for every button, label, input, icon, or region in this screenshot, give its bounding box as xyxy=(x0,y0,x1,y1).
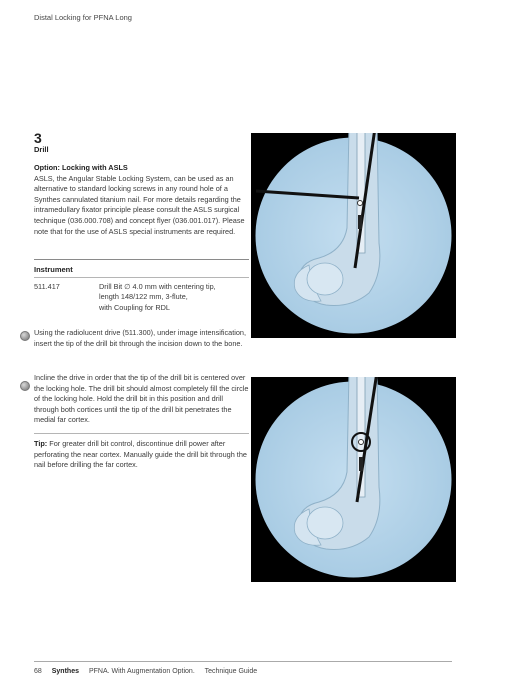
instrument-top-rule xyxy=(34,259,249,260)
instrument-description xyxy=(99,282,249,313)
footer-product: PFNA. With Augmentation Option. xyxy=(88,668,195,675)
page-footer xyxy=(34,668,265,675)
drive-icon xyxy=(20,331,30,341)
step-number: 3 xyxy=(34,130,42,146)
tip-text: For greater drill bit control, discontinue drill power after perforating the near cortex. Manually guide the drill bit through the nail before drilling the far cortex. xyxy=(34,439,247,470)
tip-paragraph xyxy=(34,439,249,471)
option-section xyxy=(34,163,246,237)
instrument-desc-line: with Coupling for RDL xyxy=(99,302,170,312)
page-number: 68 xyxy=(34,668,42,675)
xray-image-drill-insertion xyxy=(251,133,456,338)
step-title: Drill xyxy=(34,145,49,154)
instrument-heading: Instrument xyxy=(34,265,73,274)
instruction-paragraph-2: Incline the drive in order that the tip of the drill bit is centered over the locking hole. The drill bit should almost completely fill the circle of the locking hole. Hold the drill bit in this position and drill through both cortices until the tip of the drill bit penetrates the medial far cortex. xyxy=(34,373,249,425)
page-header-title: Distal Locking for PFNA Long xyxy=(34,13,132,22)
instrument-desc-line: Drill Bit ∅ 4.0 mm with centering tip, xyxy=(99,282,216,291)
footer-doc-type: Technique Guide xyxy=(204,668,258,675)
instrument-number: 511.417 xyxy=(34,282,60,291)
footer-rule xyxy=(34,661,452,662)
instruction-paragraph-1: Using the radiolucent drive (511.300), under image intensification, insert the tip of the drill bit through the incision down to the bone. xyxy=(34,328,247,348)
tip-top-rule xyxy=(34,433,249,434)
xray-image-drill-centering xyxy=(251,377,456,582)
instrument-header-rule xyxy=(34,277,249,278)
option-body: ASLS, the Angular Stable Locking System, can be used as an alternative to standard locking screws in any round hole of a Synthes cannulated titanium nail. For more details regarding the intramedullary fixator principle please consult the ASLS surgical technique (036.000.708) and concept flyer (036.001.017). Please note that for the use of ASLS special instruments are required. xyxy=(34,173,245,236)
instrument-desc-line: length 148/122 mm, 3-flute, xyxy=(99,292,188,302)
option-heading: Option: Locking with ASLS xyxy=(34,163,128,172)
drive-icon xyxy=(20,381,30,391)
tip-label: Tip: xyxy=(34,439,48,448)
footer-brand: Synthes xyxy=(51,668,79,675)
